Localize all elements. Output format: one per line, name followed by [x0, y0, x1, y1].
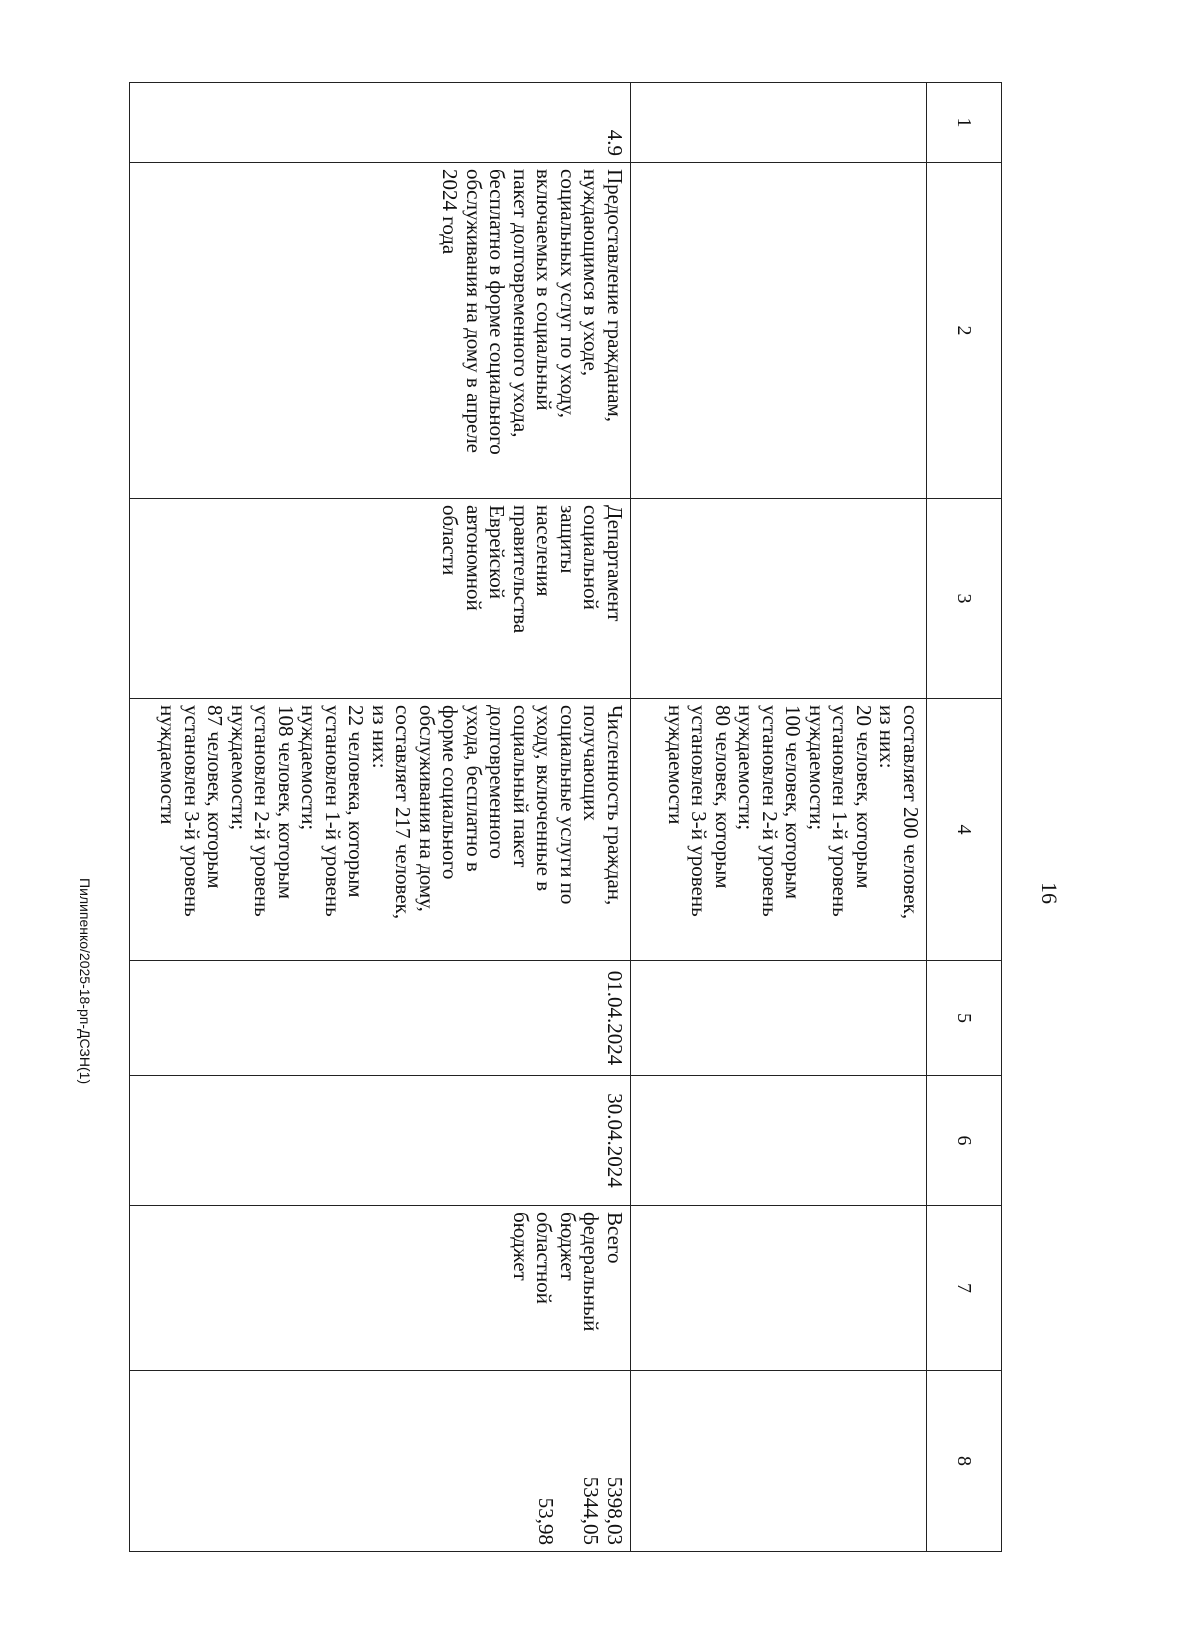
column-number: 6: [927, 1076, 1002, 1206]
table-row-4-9: [130, 83, 631, 1552]
empty-cell: [631, 961, 927, 1076]
indicator-text: Численность граждан, получающих социальные услуги по уходу, включенные в социальный пакет долговременного ухода, бесплатно в форме социального обслуживания на дому, составляет 217 человек, из них: 22 человека, которым установлен 1-й уровень нуждаемости; 108 человек, которым установлен 2-й уровень нуждаемости; 87 человек, которым установлен 3-й уровень нуждаемости: [130, 699, 631, 961]
funding-amount-total: 5398,03: [603, 1476, 627, 1545]
funding-amounts: [130, 1371, 631, 1552]
column-number-row: [927, 83, 1002, 1552]
funding-sources: [130, 1206, 631, 1371]
measure-description: Предоставление гражданам, нуждающимся в уходе, социальных услуг по уходу, включаемых в социальный пакет долговременного ухода, бесплатно в форме социального обслуживания на дому в апреле 2024 года: [130, 163, 631, 499]
funding-source-regional: областной бюджет: [508, 1212, 557, 1304]
funding-amount-federal: 5344,05: [579, 1476, 604, 1545]
end-date: 30.04.2024: [130, 1076, 631, 1206]
start-date: 01.04.2024: [130, 961, 631, 1076]
column-number: 8: [927, 1371, 1002, 1552]
empty-cell: [631, 1206, 927, 1371]
empty-cell: [631, 1371, 927, 1552]
column-number: 7: [927, 1206, 1002, 1371]
continuation-row: [631, 83, 927, 1552]
empty-cell: [631, 1076, 927, 1206]
document-footer-stamp: Пилипенко/2025-18-рп-ДСЗН(1): [77, 878, 93, 1085]
empty-cell: [631, 83, 927, 163]
column-number: 3: [927, 499, 1002, 699]
column-number: 2: [927, 163, 1002, 499]
document-table-rotated: [129, 82, 1002, 1551]
column-number: 4: [927, 699, 1002, 961]
funding-source-total: Всего: [603, 1212, 627, 1264]
column-number: 5: [927, 961, 1002, 1076]
funding-amount-regional: 53,98: [533, 1497, 558, 1545]
row-number: 4.9: [130, 83, 631, 163]
empty-cell: [631, 163, 927, 499]
measures-table: [129, 82, 1002, 1552]
page-number: 16: [1037, 882, 1062, 904]
column-number: 1: [927, 83, 1002, 163]
funding-source-federal: федеральный бюджет: [555, 1212, 604, 1332]
indicator-continuation: составляет 200 человек, из них: 20 человек, которым установлен 1-й уровень нуждаемости; 100 человек, которым установлен 2-й уровень нуждаемости; 80 человек, которым установлен 3-й уровень нуждаемости: [631, 699, 927, 961]
responsible-executor: Департамент социальной защиты населения правительства Еврейской автономной области: [130, 499, 631, 699]
empty-cell: [631, 499, 927, 699]
